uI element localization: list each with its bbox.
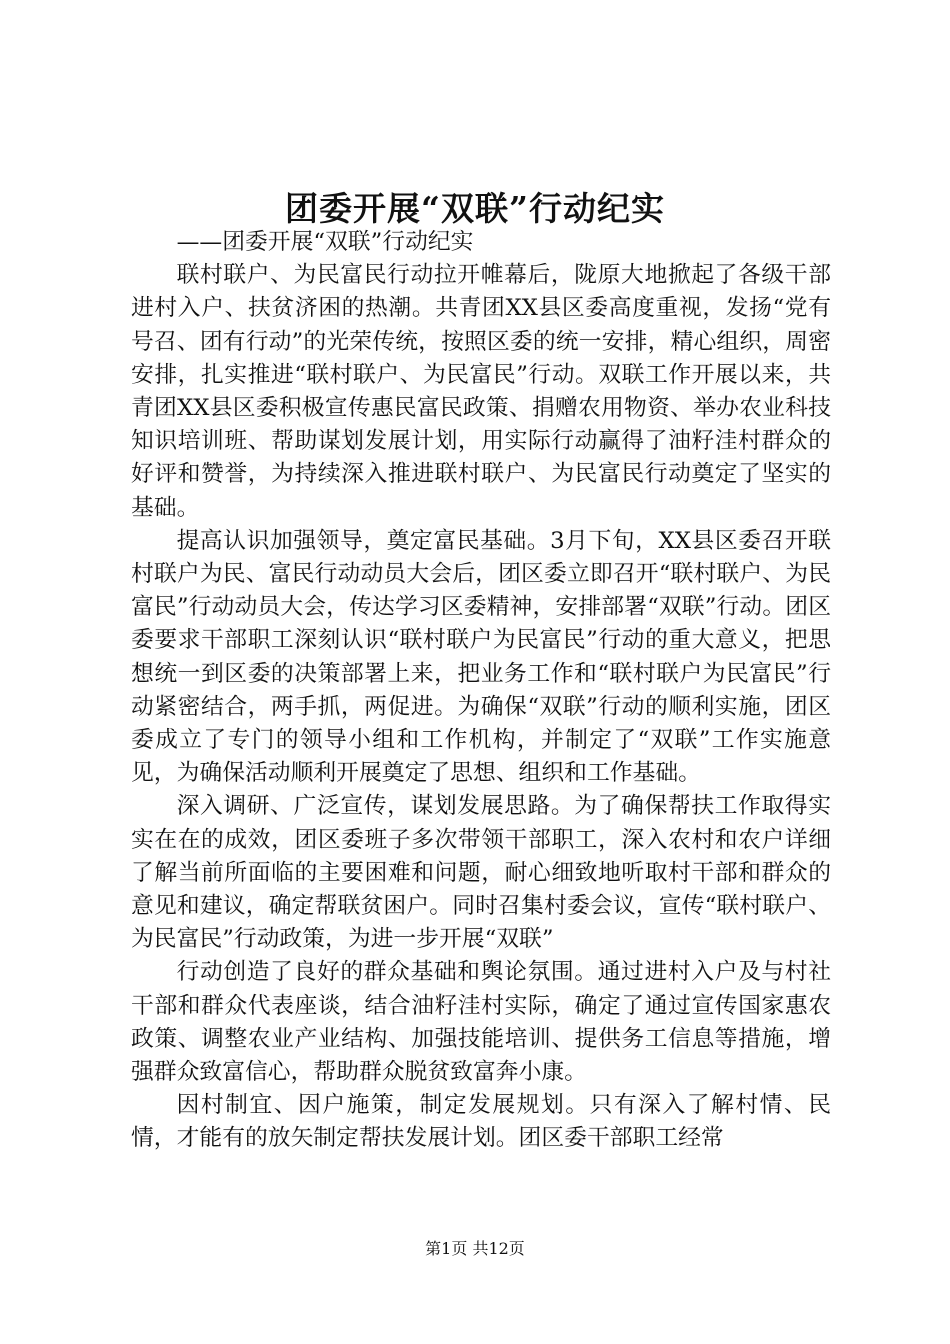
body-paragraph: 行动创造了良好的群众基础和舆论氛围。通过进村入户及与村社干部和群众代表座谈，结合油籽洼村实际，确定了通过宣传国家惠农政策、调整农业产业结构、加强技能培训、提供务工信息等措施，增强群众致富信心，帮助群众脱贫致富奔小康。 [131, 959, 831, 1086]
body-paragraph: 深入调研、广泛宣传，谋划发展思路。为了确保帮扶工作取得实实在在的成效，团区委班子多次带领干部职工，深入农村和农户详细了解当前所面临的主要困难和问题，耐心细致地听取村干部和群众的意见和建议，确定帮联贫困户。同时召集村委会议，宣传“联村联户、为民富民”行动政策，为进一步开展“双联” [131, 793, 831, 953]
subtitle-paragraph: ——团委开展“双联”行动纪实 [176, 229, 474, 255]
document-title: 团委开展“双联”行动纪实 [285, 189, 665, 228]
body-paragraph: 联村联户、为民富民行动拉开帷幕后，陇原大地掀起了各级干部进村入户、扶贫济困的热潮。共青团XX县区委高度重视，发扬“党有号召、团有行动”的光荣传统，按照区委的统一安排，精心组织，周密安排，扎实推进“联村联户、为民富民”行动。双联工作开展以来，共青团XX县区委积极宣传惠民富民政策、捐赠农用物资、举办农业科技知识培训班、帮助谋划发展计划，用实际行动赢得了油籽洼村群众的好评和赞誉，为持续深入推进联村联户、为民富民行动奠定了坚实的基础。 [131, 262, 831, 521]
page-footer: 第1页 共12页 [425, 1239, 525, 1258]
document-body [131, 226, 831, 1156]
body-paragraph: 提高认识加强领导，奠定富民基础。3月下旬，XX县区委召开联村联户为民、富民行动动员大会后，团区委立即召开“联村联户、为民富民”行动动员大会，传达学习区委精神，安排部署“双联”行动。团区委要求干部职工深刻认识“联村联户为民富民”行动的重大意义，把思想统一到区委的决策部署上来，把业务工作和“联村联户为民富民”行动紧密结合，两手抓，两促进。为确保“双联”行动的顺利实施，团区委成立了专门的领导小组和工作机构，并制定了“双联”工作实施意见，为确保活动顺利开展奠定了思想、组织和工作基础。 [131, 527, 831, 787]
body-paragraph: 因村制宜、因户施策，制定发展规划。只有深入了解村情、民情，才能有的放矢制定帮扶发展计划。团区委干部职工经常 [131, 1092, 831, 1152]
